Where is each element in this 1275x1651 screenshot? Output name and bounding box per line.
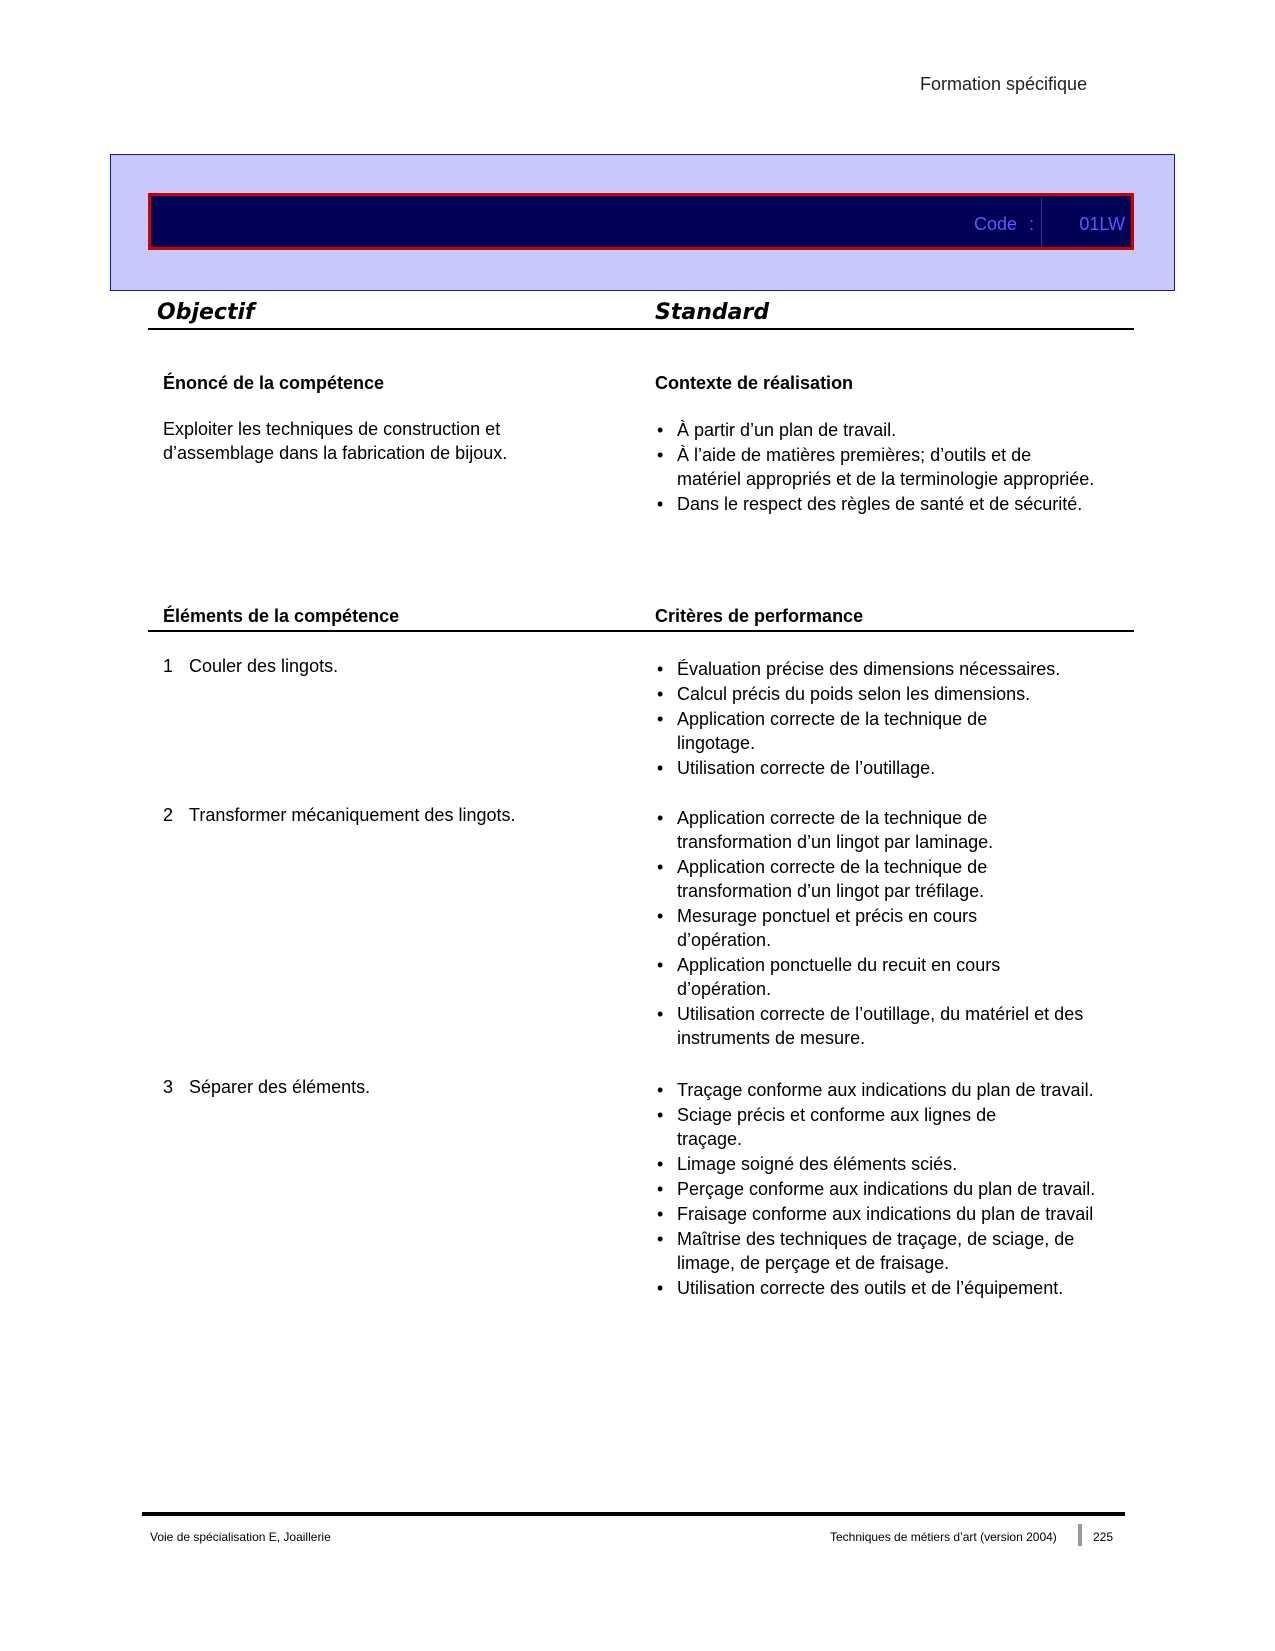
criterion-item: • Application correcte de la technique de transformation d’un lingot par laminage. [655,806,1105,854]
contexte-item: • À l’aide de matières premières; d’outils et de matériel appropriés et de la terminologie appropriée. [655,443,1095,491]
criterion-item: • Perçage conforme aux indications du plan de travail. [655,1177,1105,1201]
code-separator: : [1029,214,1035,234]
element-label: Séparer des éléments. [189,1077,371,1097]
code-label: Code [974,214,1018,234]
criteria-list-1 [655,657,1115,781]
element-number: 3 [163,1077,174,1097]
element-number: 1 [163,656,174,676]
criterion-item: • Sciage précis et conforme aux lignes de traçage. [655,1103,1057,1151]
criterion-item: • Limage soigné des éléments sciés. [655,1152,1105,1176]
criterion-item: • Mesurage ponctuel et précis en cours d’opération. [655,904,1037,952]
elements-heading: Éléments de la compétence [163,606,400,626]
criterion-item: • Application correcte de la technique de lingotage. [655,707,1047,755]
criterion-item: • Fraisage conforme aux indications du plan de travail [655,1202,1107,1226]
criterion-item: • Calcul précis du poids selon les dimensions. [655,682,1115,706]
footer-rule [142,1512,1125,1516]
contexte-heading: Contexte de réalisation [655,373,854,393]
column-heading-objectif: Objectif [157,300,255,325]
footer-left-text: Voie de spécialisation E, Joaillerie [150,1530,331,1544]
code-value: 01LW [1079,214,1125,234]
enonce-line-1: Exploiter les techniques de construction et [163,419,501,439]
enonce-line-2: d’assemblage dans la fabrication de bijoux. [163,443,508,463]
enonce-text [163,417,623,465]
criterion-item: • Utilisation correcte des outils et de l’équipement. [655,1276,1137,1300]
element-2 [163,805,515,826]
column-heading-standard: Standard [655,300,770,325]
element-number: 2 [163,805,174,825]
heading-rule [148,328,1134,330]
contexte-item: • Dans le respect des règles de santé et de sécurité. [655,492,1095,516]
criterion-item: • Évaluation précise des dimensions nécessaires. [655,657,1115,681]
criteres-heading: Critères de performance [655,606,864,626]
contexte-item: • À partir d’un plan de travail. [655,418,1095,442]
element-3 [163,1077,370,1098]
footer-separator [1078,1524,1082,1546]
header-section-label: Formation spécifique [920,74,1088,94]
criteria-list-3 [655,1078,1105,1301]
criterion-item: • Utilisation correcte de l’outillage, du matériel et des instruments de mesure. [655,1002,1105,1050]
element-label: Couler des lingots. [189,656,339,676]
element-label: Transformer mécaniquement des lingots. [189,805,516,825]
criterion-item: • Maîtrise des techniques de traçage, de sciage, de limage, de perçage et de fraisage. [655,1227,1105,1275]
criteria-list-2 [655,806,1105,1051]
enonce-heading: Énoncé de la compétence [163,373,385,393]
page-number: 225 [1093,1530,1114,1544]
criterion-item: • Application correcte de la technique de transformation d’un lingot par tréfilage. [655,855,1105,903]
criterion-item: • Application ponctuelle du recuit en cours d’opération. [655,953,1047,1001]
banner-divider [1041,198,1042,246]
footer-right-text: Techniques de métiers d’art (version 2004) [830,1530,1057,1544]
contexte-list [655,418,1095,517]
section-rule [148,630,1134,632]
criterion-item: • Traçage conforme aux indications du plan de travail. [655,1078,1105,1102]
criterion-item: • Utilisation correcte de l’outillage. [655,756,1115,780]
element-1 [163,656,338,677]
competency-banner [148,193,1134,250]
